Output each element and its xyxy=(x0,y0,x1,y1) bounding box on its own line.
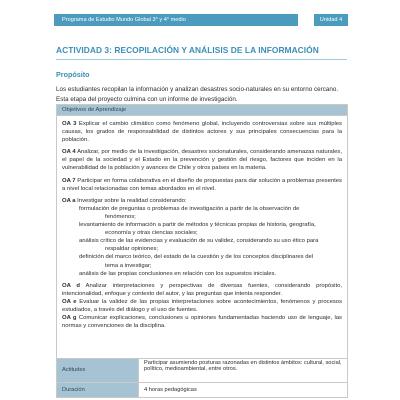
objective-code: OA d xyxy=(62,282,81,289)
purpose-text: Los estudiantes recopilan la información y analizan desastres socio-naturales en su entorno cercano. Esta etapa del proyecto culmina con un informe de investigación. xyxy=(56,86,339,103)
objective-text: Evaluar la validez de las propias interpretaciones sobre acontecimientos, fenómenos y procesos estudiados, a través del diálogo y el uso de fuentes. xyxy=(62,298,343,313)
objective-oa3 xyxy=(62,120,342,144)
research-item-line: análisis crítico de las evidencias y evaluación de su validez, considerando su uso ético para xyxy=(79,238,319,245)
objective-text: Comunicar explicaciones, conclusiones u opiniones fundamentadas haciendo uso de lenguaje, las normas y convenciones de la disciplina. xyxy=(62,315,342,330)
research-item-line: análisis de las propias conclusiones en relación con los supuestos iniciales. xyxy=(79,270,277,277)
objectives-body xyxy=(57,116,347,359)
attitudes-text: Participar asumiendo posturas razonadas en distintos ámbitos: cultural, social, político, medioambiental, entre otros. xyxy=(139,359,347,382)
objective-code: OA 4 xyxy=(62,149,76,156)
objective-code: OA 7 xyxy=(62,177,76,184)
purpose-heading: Propósito xyxy=(56,70,90,79)
objective-oae xyxy=(62,298,342,314)
research-item-line: formulación de preguntas o problemas de investigación a partir de la observación de xyxy=(79,205,300,212)
research-item-continuation: respaldar opiniones; xyxy=(105,246,159,253)
objective-oa4 xyxy=(62,148,342,172)
objective-code: OA g xyxy=(62,315,77,322)
objectives-table xyxy=(56,104,348,398)
objectives-header: Objetivos de Aprendizaje xyxy=(57,105,347,116)
research-item-continuation: tema a investigar; xyxy=(105,262,152,269)
attitudes-row xyxy=(57,359,347,383)
unit-label: Unidad 4 xyxy=(314,14,348,26)
objective-oa7 xyxy=(62,177,342,193)
objective-code: OA 3 xyxy=(62,121,77,127)
research-item-line: definición del marco teórico, del estado de la cuestión y de los conceptos disciplinares del xyxy=(79,254,314,261)
attitudes-label: Actitudes xyxy=(57,359,139,382)
duration-text: 4 horas pedagógicas xyxy=(139,383,347,397)
objective-oad xyxy=(62,282,342,298)
research-item xyxy=(62,237,342,253)
title-divider xyxy=(56,59,347,60)
research-item xyxy=(62,270,342,278)
duration-row xyxy=(57,383,347,397)
objective-oag xyxy=(62,314,342,330)
page-header xyxy=(0,0,400,32)
research-item-continuation: fenómenos; xyxy=(105,213,136,220)
research-item-line: levantamiento de información a partir de métodos y técnicas propias de historia, geografía, xyxy=(79,222,316,229)
objective-text: Explicar el cambio climático como fenómeno global, incluyendo controversias sobre sus múltiples causas, los grados de responsabilidad de distintos actores y sus principales consecuencias para la población. xyxy=(62,121,343,144)
activity-title: ACTIVIDAD 3: RECOPILACIÓN Y ANÁLISIS DE LA INFORMACIÓN xyxy=(56,45,319,55)
objective-text: Investigar sobre la realidad considerando: xyxy=(77,197,187,204)
research-item-continuation: economía y otras ciencias sociales; xyxy=(105,230,198,237)
program-label: Programa de Estudio Mundo Global 3° y 4° medio xyxy=(54,14,298,26)
objective-oaa xyxy=(62,197,342,205)
research-item xyxy=(62,205,342,221)
objective-code: OA a xyxy=(62,197,76,204)
objective-code: OA e xyxy=(62,298,77,305)
objective-text: Participar en forma colaborativa en el diseño de propuestas para dar solución a problemas presentes a nivel local relacionadas con temas abordados en el nivel. xyxy=(62,177,342,192)
objective-text: Analizar interpretaciones y perspectivas de diversas fuentes, considerando propósito, intencionalidad, enfoque y contexto del autor, y las preguntas que intenta responder. xyxy=(62,282,342,297)
duration-label: Duración xyxy=(57,383,139,397)
research-item xyxy=(62,221,342,237)
objective-text: Analizar, por medio de la investigación, desastres socionaturales, considerando amenazas naturales, el papel de la sociedad y el Estado en la prevención y gestión del riesgo, factores que inciden en la vulnerabilidad de la población y avances de Chile y otros países en la materia. xyxy=(62,149,343,172)
research-item xyxy=(62,253,342,269)
